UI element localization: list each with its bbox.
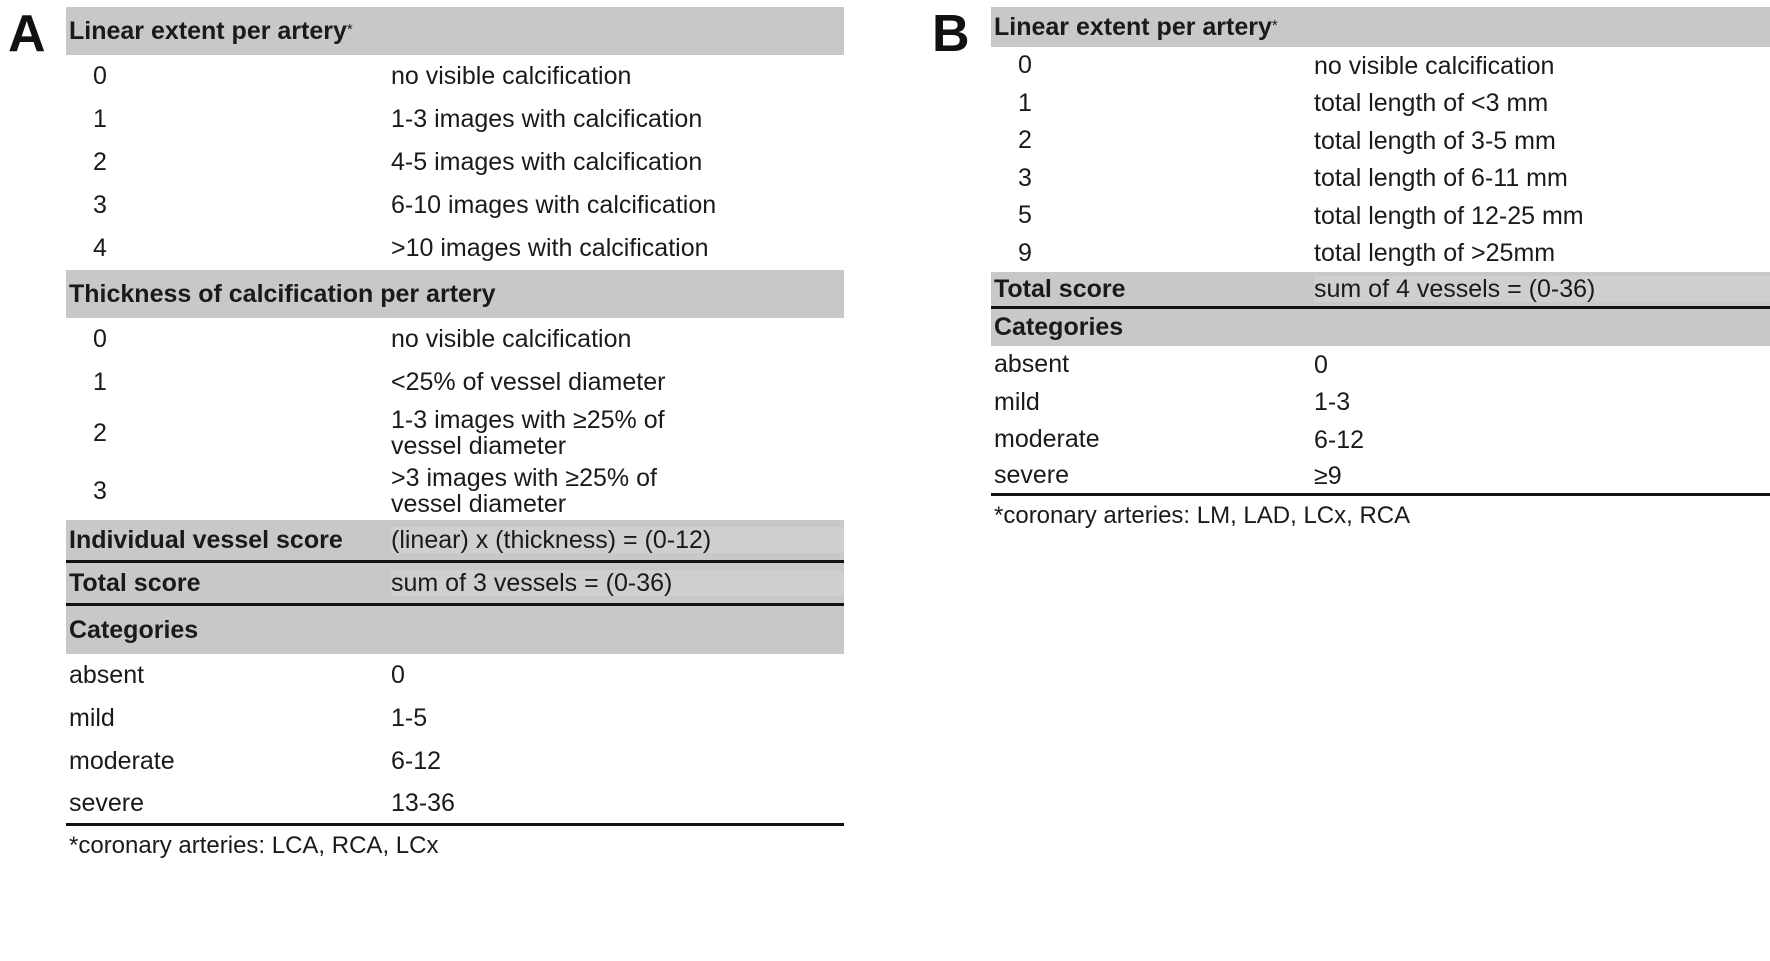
table-row [991, 384, 1770, 422]
score-cell: 3 [93, 476, 107, 505]
table-row [66, 184, 844, 227]
score-cell: 9 [1018, 238, 1032, 267]
category-range: 0 [1314, 350, 1328, 379]
individual-vessel-score-row [66, 520, 844, 563]
panel-b-letter: B [932, 5, 970, 63]
category-name: moderate [69, 747, 175, 775]
table-row [66, 98, 844, 141]
total-score-label: Total score [69, 568, 201, 597]
category-range: 13-36 [391, 788, 455, 817]
score-cell: 2 [1018, 126, 1032, 155]
table-row [66, 318, 844, 361]
scoring-table-b [991, 7, 1770, 530]
individual-vessel-score-label: Individual vessel score [69, 525, 343, 554]
score-cell: 3 [93, 191, 107, 219]
total-score-value: sum of 4 vessels = (0-36) [1314, 276, 1770, 302]
thickness-header [66, 270, 844, 318]
table-row [991, 85, 1770, 123]
score-cell: 0 [93, 325, 107, 353]
description-cell: 4-5 images with calcification [391, 148, 703, 177]
table-row [66, 227, 844, 270]
categories-header [991, 309, 1770, 346]
total-score-label: Total score [994, 274, 1126, 303]
footnote: *coronary arteries: LM, LAD, LCx, RCA [994, 502, 1411, 529]
description-cell: no visible calcification [1314, 51, 1555, 80]
category-name: severe [69, 788, 145, 817]
panel-a-letter: A [8, 5, 46, 63]
table-row [66, 740, 844, 783]
table-row [991, 421, 1770, 459]
linear-extent-header [66, 7, 844, 55]
footnote: *coronary arteries: LCA, RCA, LCx [69, 832, 439, 859]
score-cell: 1 [93, 105, 107, 133]
category-name: absent [994, 350, 1070, 379]
table-row [991, 47, 1770, 85]
table-row [991, 346, 1770, 384]
category-range: 1-5 [391, 704, 428, 733]
category-range: ≥9 [1314, 461, 1342, 490]
description-cell: 1-3 images with ≥25% of vessel diameter [391, 405, 665, 460]
table-row [991, 235, 1770, 273]
linear-extent-header-text: Linear extent per artery [994, 12, 1272, 41]
score-cell: 1 [93, 368, 107, 396]
score-cell: 1 [1018, 88, 1032, 117]
description-cell: >3 images with ≥25% of vessel diameter [391, 463, 657, 518]
description-cell: total length of 12-25 mm [1314, 201, 1584, 230]
table-row [66, 55, 844, 98]
table-row [991, 459, 1770, 497]
category-range: 6-12 [1314, 425, 1365, 454]
categories-header-text: Categories [994, 313, 1124, 341]
table-row [66, 697, 844, 740]
score-cell: 0 [1018, 51, 1032, 80]
description-cell: 1-3 images with calcification [391, 105, 703, 134]
table-row [66, 783, 844, 826]
table-row [66, 141, 844, 184]
description-cell: no visible calcification [391, 325, 632, 354]
table-row [991, 160, 1770, 198]
linear-extent-header [991, 7, 1770, 47]
category-name: mild [994, 387, 1040, 416]
table-row [991, 122, 1770, 160]
description-cell: total length of >25mm [1314, 239, 1556, 268]
table-row [66, 361, 844, 404]
category-name: mild [69, 704, 115, 732]
individual-vessel-score-value: (linear) x (thickness) = (0-12) [391, 527, 844, 553]
footnote-marker: * [346, 20, 353, 38]
categories-header-text: Categories [69, 615, 199, 644]
category-name: severe [994, 461, 1070, 490]
categories-header [66, 606, 844, 654]
table-row [66, 404, 844, 462]
thickness-header-text: Thickness of calcification per artery [69, 279, 496, 308]
score-cell: 2 [93, 148, 107, 176]
score-cell: 5 [1018, 201, 1032, 230]
category-range: 6-12 [391, 747, 442, 776]
score-cell: 3 [1018, 163, 1032, 192]
table-row [66, 462, 844, 520]
table-row [991, 197, 1770, 235]
description-cell: total length of 3-5 mm [1314, 126, 1556, 155]
category-name: absent [69, 661, 145, 689]
table-row [66, 654, 844, 697]
score-cell: 4 [93, 234, 107, 262]
description-cell: total length of <3 mm [1314, 89, 1549, 118]
scoring-table-a [66, 7, 844, 860]
total-score-row [991, 272, 1770, 309]
description-cell: no visible calcification [391, 62, 632, 91]
total-score-row [66, 563, 844, 606]
description-cell: <25% of vessel diameter [391, 368, 666, 397]
description-cell: total length of 6-11 mm [1314, 164, 1568, 193]
score-cell: 2 [93, 418, 107, 447]
category-range: 0 [391, 661, 405, 690]
footnote-marker: * [1271, 16, 1278, 34]
description-cell: >10 images with calcification [391, 234, 709, 263]
description-cell: 6-10 images with calcification [391, 191, 717, 220]
total-score-value: sum of 3 vessels = (0-36) [391, 570, 844, 596]
category-range: 1-3 [1314, 388, 1351, 417]
category-name: moderate [994, 425, 1100, 454]
score-cell: 0 [93, 62, 107, 90]
linear-extent-header-text: Linear extent per artery [69, 16, 347, 45]
